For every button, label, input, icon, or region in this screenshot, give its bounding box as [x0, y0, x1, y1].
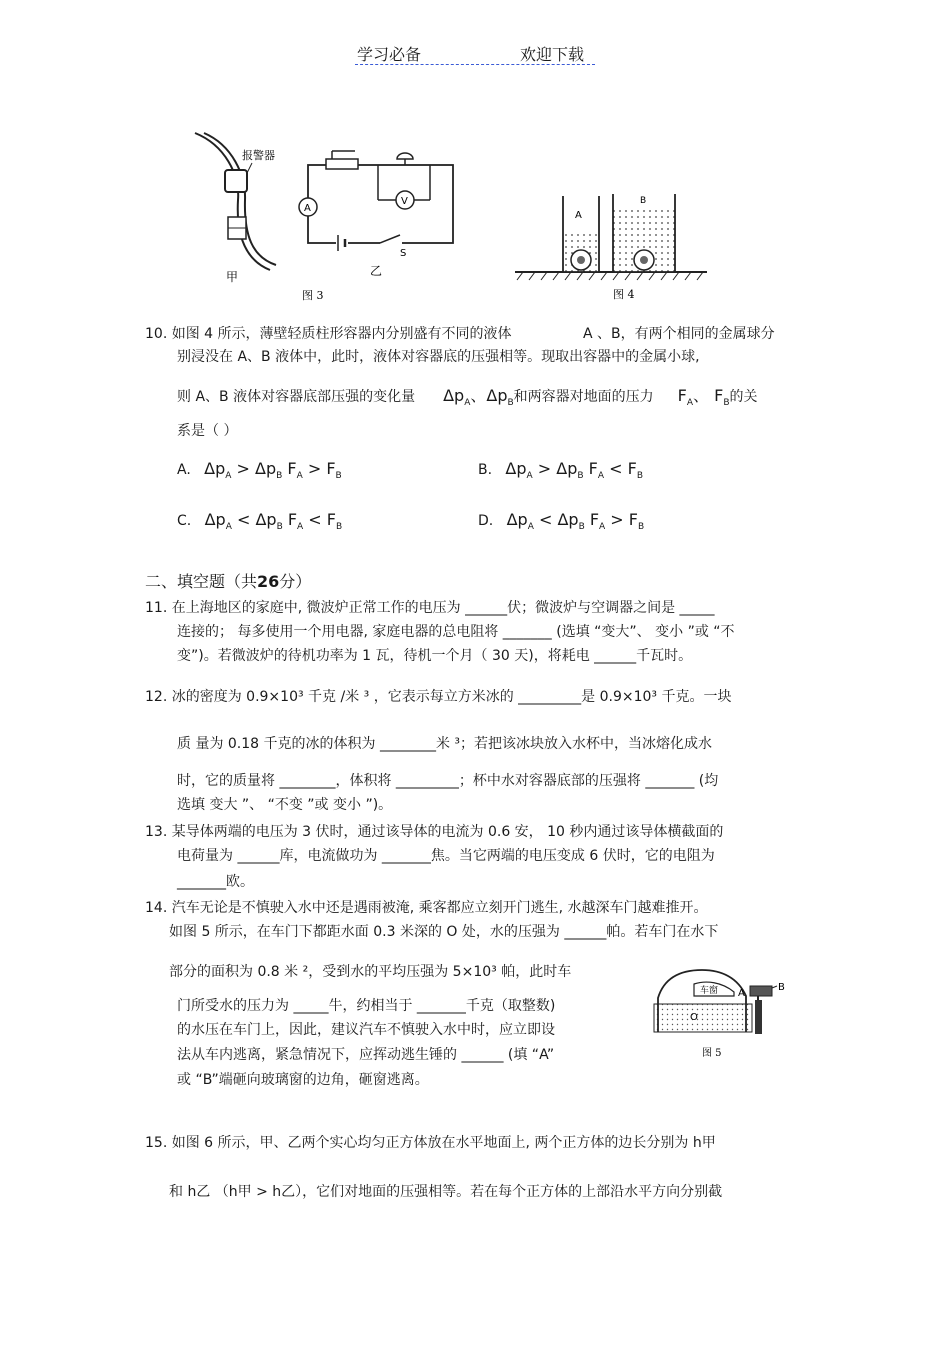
q11-line1: 11. 在上海地区的家庭中, 微波炉正常工作的电压为 ______伏；微波炉与空调器之间是 _____: [145, 600, 715, 616]
q10-line4: 系是（ ）: [177, 423, 238, 439]
q13-line1: 13. 某导体两端的电压为 3 伏时，通过该导体的电流为 0.6 安， 10 秒内通过该导体横截面的: [145, 824, 724, 840]
voltmeter-label: V: [401, 196, 408, 207]
fig5-window-label: 车窗: [700, 986, 719, 996]
q11-line3: 变”)。若微波炉的待机功率为 1 瓦，待机一个月（ 30 天)，将耗电 ______千瓦时。: [177, 648, 693, 664]
fig5-end-b: B: [778, 982, 785, 993]
q14-line2: 如图 5 所示，在车门下都距水面 0.3 米深的 O 处，水的压强为 ______帕。若车门在水下: [169, 924, 719, 940]
fig5-point-o: O: [690, 1012, 698, 1023]
figure-4: [515, 190, 715, 302]
fig5-end-a: A: [738, 988, 745, 999]
q14-line3: 部分的面积为 0.8 米 ²，受到水的平均压强为 5×10³ 帕，此时车: [169, 964, 572, 980]
q14-line5: 的水压在车门上，因此，建议汽车不慎驶入水中时，应立即设: [177, 1022, 555, 1038]
q12-line3: 时，它的质量将 ________，体积将 _________；杯中水对容器底部的压强将 _______ (均: [177, 773, 719, 789]
fig4-label-b: B: [640, 196, 647, 206]
q14-line1: 14. 汽车无论是不慎驶入水中还是遇雨被淹, 乘客都应立刻开门逃生, 水越深车门越难推开。: [145, 900, 708, 916]
q12-line4: 选填 变大 ”、 “不变 ”或 变小 ”)。: [177, 797, 393, 813]
fig3-caption: 图 3: [302, 289, 324, 302]
fig4-caption: 图 4: [613, 288, 635, 301]
q14-line7: 或 “B”端砸向玻璃窗的边角，砸窗逃离。: [177, 1072, 429, 1088]
option-formula: $\Delta p_A > \Delta p_B$ $F_A > F_B$: [204, 459, 342, 482]
q10-option-a: A. $\Delta p_A > \Delta p_B$ $F_A > F_B$: [177, 459, 342, 482]
q10-line1-b: A 、B，有两个相同的金属球分: [583, 326, 775, 342]
fig5-caption: 图 5: [702, 1048, 722, 1059]
q10-option-c: C. $\Delta p_A < \Delta p_B$ $F_A < F_B$: [177, 510, 343, 533]
q13-line3: _______欧。: [177, 874, 254, 890]
q11-line2: 连接的； 每多使用一个用电器, 家庭电器的总电阻将 _______ (选填 “变大”、 变小 ”或 “不: [177, 624, 735, 640]
q10-line1-a: 10. 如图 4 所示，薄壁轻质柱形容器内分别盛有不同的液体: [145, 326, 512, 342]
option-formula: $\Delta p_A > \Delta p_B$ $F_A < F_B$: [505, 459, 644, 482]
q10-option-d: D. $\Delta p_A < \Delta p_B$ $F_A > F_B$: [478, 510, 645, 533]
q12-line2: 质 量为 0.18 千克的冰的体积为 ________米 ³；若把该冰块放入水杯中，当冰熔化成水: [177, 736, 713, 752]
q12-line1: 12. 冰的密度为 0.9×10³ 千克 /米 ³ ，它表示每立方米冰的 _________是 0.9×10³ 千克。一块: [145, 689, 732, 705]
figure-3: [190, 125, 470, 305]
header-left: 学习必备: [357, 45, 422, 64]
q14-line6: 法从车内逃离，紧急情况下，应挥动逃生锤的 ______ (填 “A”: [177, 1047, 555, 1063]
ammeter-label: A: [304, 203, 311, 214]
switch-label: S: [400, 248, 407, 259]
q14-line4: 门所受水的压力为 _____牛，约相当于 _______千克（取整数): [177, 998, 556, 1014]
q13-line2: 电荷量为 ______库，电流做功为 _______焦。当它两端的电压变成 6 伏时，它的电阻为: [177, 848, 715, 864]
q10-line3: 则 A、B 液体对容器底部压强的变化量 $\Delta p_A$、$\Delta p_B$和两容器对地面的压力 $F_A$、 $F_B$的关: [177, 386, 758, 408]
header-divider: [355, 64, 595, 65]
fig3-jia-label: 甲: [226, 270, 239, 284]
figure-5: [650, 962, 800, 1062]
header-right: 欢迎下载: [520, 45, 585, 64]
option-formula: $\Delta p_A < \Delta p_B$ $F_A < F_B$: [204, 510, 343, 533]
option-formula: $\Delta p_A < \Delta p_B$ $F_A > F_B$: [506, 510, 645, 533]
section-2-title: 二、填空题（共26分）: [145, 572, 312, 591]
q15-line2: 和 h乙 （h甲 > h乙），它们对地面的压强相等。若在每个正方体的上部沿水平方向分别截: [169, 1184, 723, 1200]
q10-line2: 别浸没在 A、B 液体中，此时，液体对容器底的压强相等。现取出容器中的金属小球,: [177, 349, 700, 365]
fig3-yi-label: 乙: [370, 264, 383, 278]
alarm-label: 报警器: [242, 149, 275, 162]
q15-line1: 15. 如图 6 所示，甲、乙两个实心均匀正方体放在水平地面上, 两个正方体的边长分别为 h甲: [145, 1135, 716, 1151]
fig4-label-a: A: [575, 210, 582, 221]
q10-option-b: B. $\Delta p_A > \Delta p_B$ $F_A < F_B$: [478, 459, 644, 482]
